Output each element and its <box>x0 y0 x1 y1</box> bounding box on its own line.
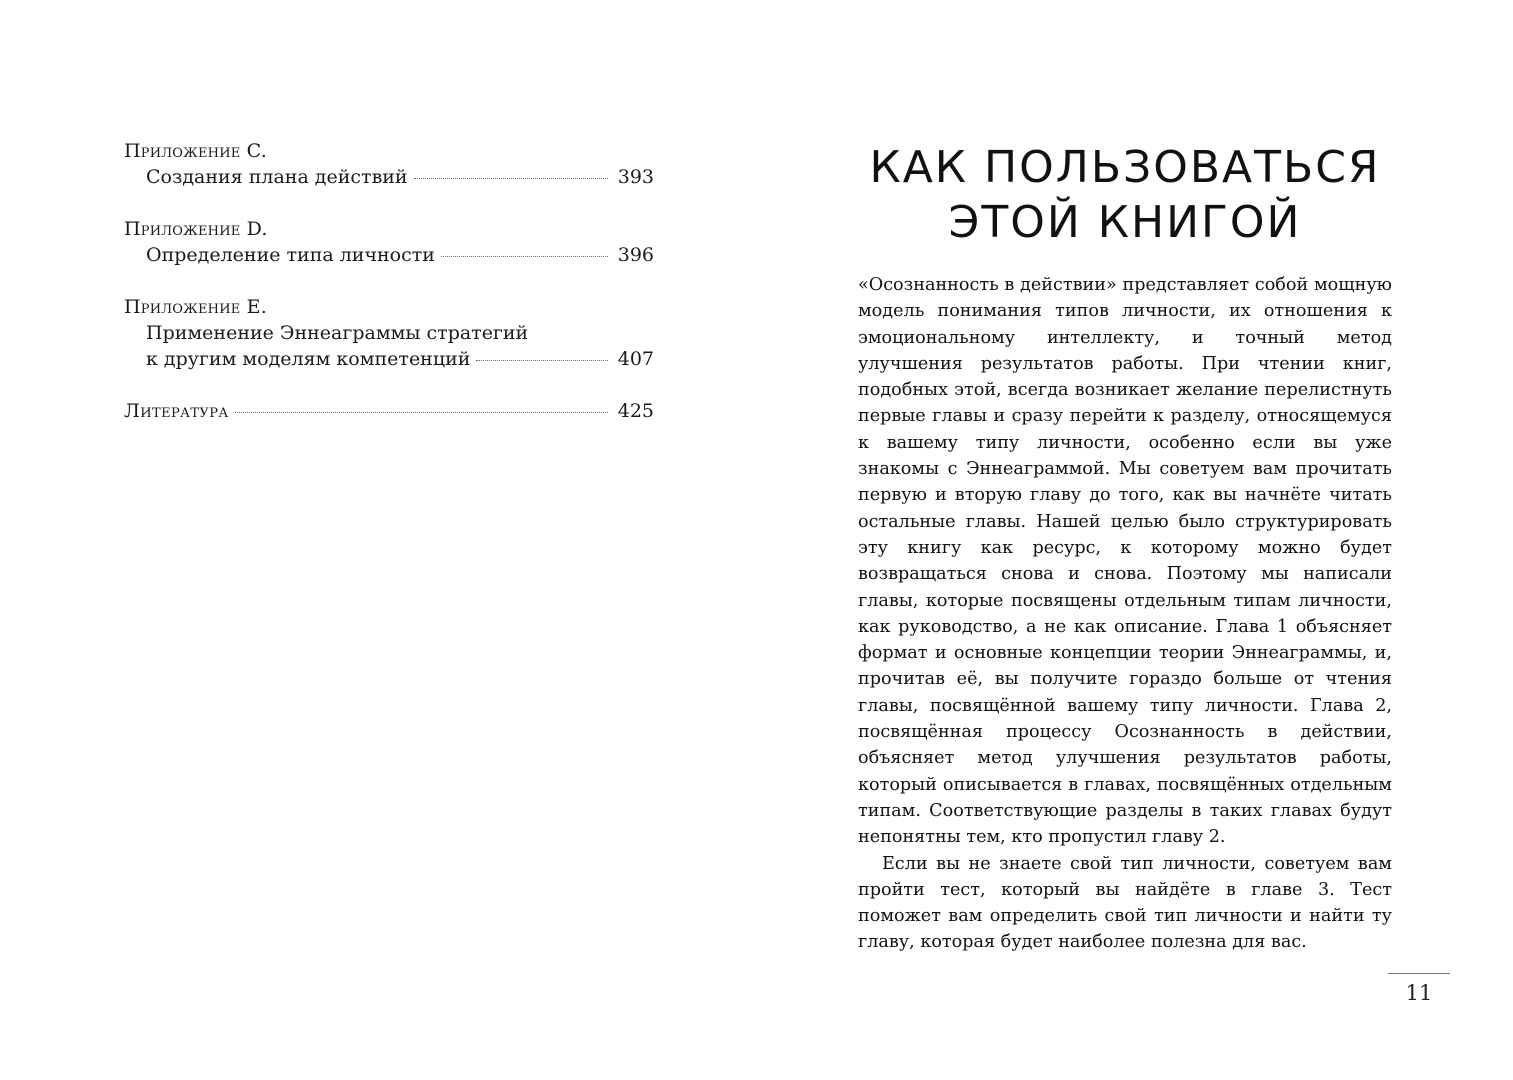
toc-page-number: 425 <box>617 400 654 422</box>
toc-page-number: 407 <box>617 348 654 370</box>
page-number: 11 <box>1405 981 1433 1005</box>
toc-entry-heading: Приложение C. <box>124 140 267 162</box>
toc-entry-literature[interactable] <box>124 398 654 424</box>
body-paragraph: Если вы не знаете свой тип личности, советуем вам пройти тест, который вы найдёте в главе 3. Тест поможет вам определить свой тип личности и найти ту главу, которая будет наиболее полезна для вас. <box>858 853 1392 953</box>
chapter-title-line: ЭТОЙ КНИГОЙ <box>948 197 1302 248</box>
toc-entry-title: Определение типа личности <box>146 244 435 266</box>
toc-entry-appendix-e[interactable] <box>124 294 654 372</box>
chapter-title-line: КАК ПОЛЬЗОВАТЬСЯ <box>869 142 1381 193</box>
toc-entry-row <box>124 398 654 424</box>
toc-entry-row <box>124 242 654 268</box>
toc-entry-row <box>124 346 654 372</box>
table-of-contents <box>124 138 654 424</box>
toc-entry-title: Литература <box>124 400 229 422</box>
toc-entry-title: к другим моделям компетенций <box>146 348 471 370</box>
toc-entry-appendix-c[interactable] <box>124 138 654 190</box>
dot-leader <box>414 178 608 179</box>
folio-divider <box>1388 973 1450 974</box>
toc-entry-title: Создания плана действий <box>146 166 408 188</box>
toc-page-number: 396 <box>617 244 654 266</box>
toc-entry-title-line: Применение Эннеаграммы стратегий <box>146 322 529 344</box>
dot-leader <box>235 412 608 413</box>
toc-page-number: 393 <box>617 166 654 188</box>
body-paragraph: «Осознанность в действии» представляет собой мощную модель понимания типов личности, их отношения к эмоциональному интеллекту, и точный метод улучшения результатов работы. При чтении книг, подобных этой, всегда возникает желание перелистнуть первые главы и сразу перейти к разделу, относящемуся к вашему типу личности, особенно если вы уже знакомы с Эннеаграммой. Мы советуем вам прочитать первую и вторую главу до того, как вы начнёте читать остальные главы. Нашей целью было структурировать эту книгу как ресурс, к которому можно будет возвращаться снова и снова. Поэтому мы написали главы, которые посвящены отдельным типам личности, как руководство, а не как описание. Глава 1 объясняет формат и основные концепции теории Эннеаграммы, и, прочитав её, вы получите гораздо больше от чтения главы, посвящённой вашему типу личности. Глава 2, посвящённая процессу Осознанность в действии, объясняет метод улучшения результатов работы, который описывается в главах, посвящённых отдельным типам. Соответствующие разделы в таких главах будут непонятны тем, кто пропустил главу 2. <box>858 275 1392 848</box>
dot-leader <box>476 360 608 361</box>
toc-entry-row <box>124 164 654 190</box>
toc-entry-appendix-d[interactable] <box>124 216 654 268</box>
toc-entry-heading: Приложение E. <box>124 296 267 318</box>
dot-leader <box>441 256 608 257</box>
chapter-title <box>858 140 1392 250</box>
toc-entry-heading: Приложение D. <box>124 218 268 240</box>
chapter-body <box>858 272 1392 956</box>
